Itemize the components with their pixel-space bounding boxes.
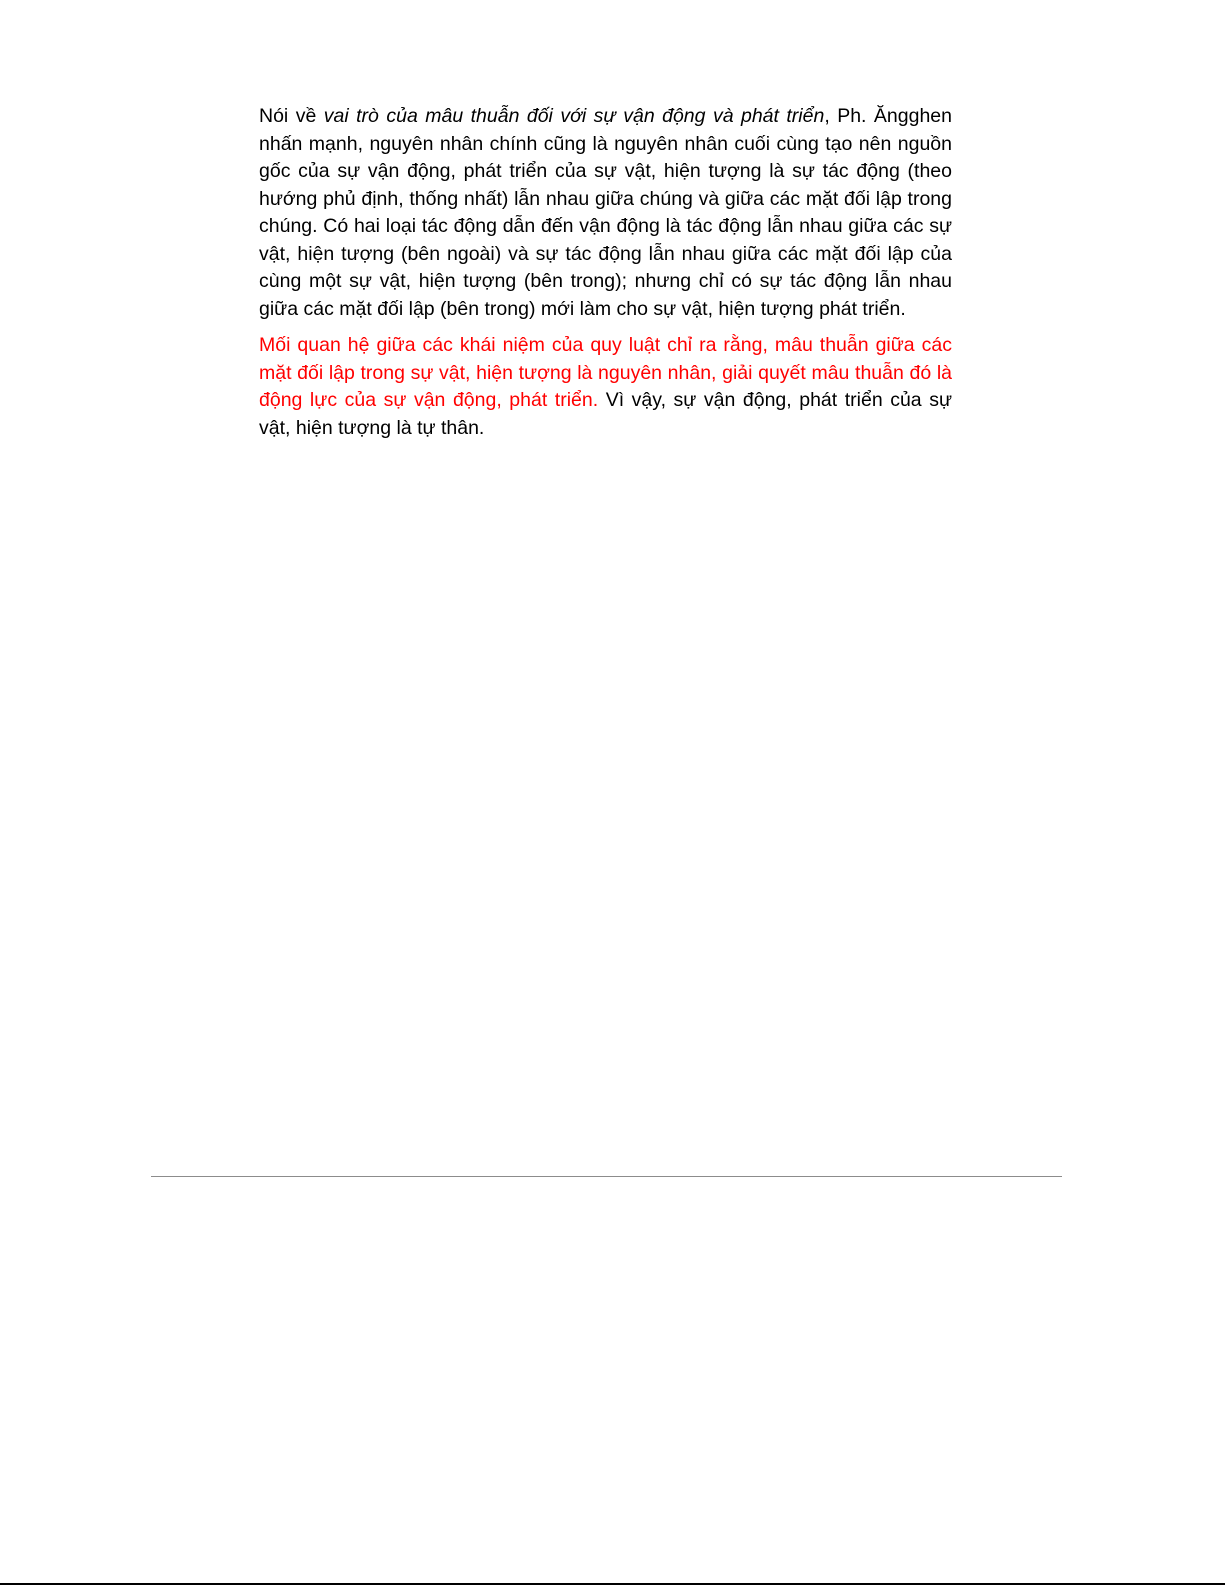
page-separator-line: [151, 1176, 1062, 1177]
paragraph-1-body: , Ph. Ăngghen nhấn mạnh, nguyên nhân chính cũng là nguyên nhân cuối cùng tạo nên nguồn gốc của sự vận động, phát triển của sự vật, hiện tượng là sự tác động (theo hướng phủ định, thống nhất) lẫn nhau giữa chúng và giữa các mặt đối lập trong chúng. Có hai loại tác động dẫn đến vận động là tác động lẫn nhau giữa các sự vật, hiện tượng (bên ngoài) và sự tác động lẫn nhau giữa các mặt đối lập của cùng một sự vật, hiện tượng (bên trong); nhưng chỉ có sự tác động lẫn nhau giữa các mặt đối lập (bên trong) mới làm cho sự vật, hiện tượng phát triển.: [259, 105, 952, 320]
paragraph-2-body: Vì vậy, sự vận động, phát triển của sự vật, hiện tượng là tự thân.: [259, 389, 953, 439]
paragraph-concept-relationship: [259, 332, 952, 442]
paragraph-1-emphasis: vai trò của mâu thuẫn đối với sự vận động và phát triển: [323, 105, 825, 127]
paragraph-1-lead: Nói về: [259, 105, 324, 127]
body-text: [259, 103, 952, 442]
highlighted-text: Mối quan hệ giữa các khái niệm của quy luật chỉ ra rằng, mâu thuẫn giữa các mặt đối lập trong sự vật, hiện tượng là nguyên nhân, giải quyết mâu thuẫn đó là động lực của sự vận động, phát triển.: [259, 334, 952, 411]
paragraph-role-of-contradiction: [259, 103, 952, 323]
